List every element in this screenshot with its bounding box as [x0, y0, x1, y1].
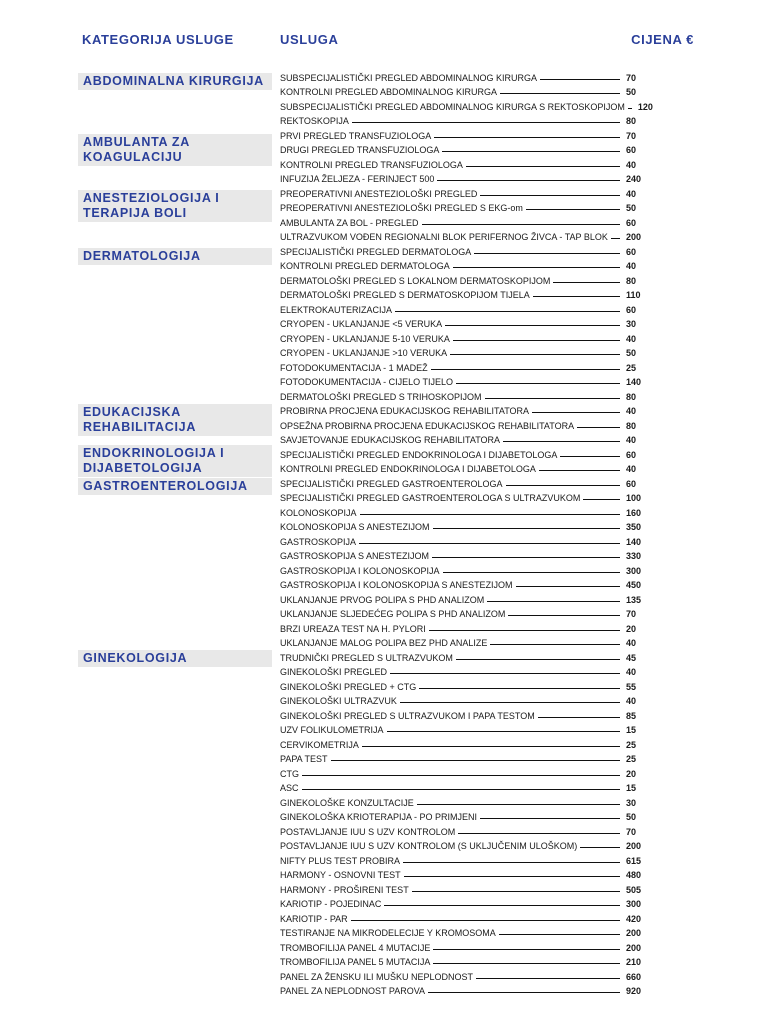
service-row — [280, 300, 648, 315]
dot-leader — [628, 108, 632, 109]
dot-leader — [422, 224, 620, 225]
service-price: 110 — [626, 290, 641, 300]
service-row — [280, 402, 648, 417]
dot-leader — [302, 775, 620, 776]
dot-leader — [485, 398, 620, 399]
service-row — [280, 619, 648, 634]
service-name: DRUGI PREGLED TRANSFUZIOLOGA — [280, 145, 440, 155]
service-price: 135 — [626, 594, 642, 605]
service-row — [280, 764, 648, 779]
service-row — [280, 880, 648, 895]
service-row — [280, 735, 648, 750]
service-name: KONTROLNI PREGLED TRANSFUZIOLOGA — [280, 159, 463, 170]
dot-leader — [476, 978, 620, 979]
service-row — [280, 924, 648, 939]
dot-leader — [384, 905, 620, 906]
service-name: TROMBOFILIJA PANEL 5 MUTACIJA — [280, 957, 431, 967]
service-price: 210 — [626, 957, 642, 967]
service-row — [280, 837, 648, 852]
service-row — [280, 851, 648, 866]
service-price: 480 — [626, 870, 642, 880]
service-price: 40 — [626, 333, 637, 344]
service-row — [280, 199, 648, 214]
dot-leader — [302, 789, 620, 790]
service-row — [280, 677, 648, 692]
dot-leader — [417, 804, 620, 805]
service-row — [280, 938, 648, 953]
service-name: FOTODOKUMENTACIJA - CIJELO TIJELO — [280, 377, 454, 387]
service-name: GASTROSKOPIJA I KOLONOSKOPIJA — [280, 565, 440, 576]
service-name: REKTOSKOPIJA — [280, 116, 349, 126]
service-row — [280, 634, 648, 649]
service-name: SAVJETOVANJE EDUKACIJSKOG REHABILITATORA — [280, 435, 501, 445]
service-row — [280, 271, 648, 286]
service-row — [280, 329, 648, 344]
dot-leader — [583, 499, 620, 500]
service-name: KOLONOSKOPIJA S ANESTEZIJOM — [280, 522, 430, 532]
category-anesteziologija: ANESTEZIOLOGIJA I TERAPIJA BOLI — [78, 190, 272, 222]
service-price: 20 — [626, 623, 637, 634]
service-price: 15 — [626, 725, 637, 735]
service-row — [280, 373, 648, 388]
service-row — [280, 605, 648, 620]
service-row — [280, 982, 648, 997]
category-ambulanta-za-koagulaciju: AMBULANTA ZA KOAGULACIJU — [78, 134, 272, 166]
service-name: PREOPERATIVNI ANESTEZIOLOŠKI PREGLED S EKG-om — [280, 203, 523, 213]
service-row — [280, 532, 648, 547]
service-name: INFUZIJA ŽELJEZA - FERINJECT 500 — [280, 174, 435, 184]
service-price: 140 — [626, 377, 642, 387]
dot-leader — [404, 876, 620, 877]
service-name: BRZI UREAZA TEST NA H. PYLORI — [280, 623, 426, 634]
dot-leader — [532, 412, 620, 413]
service-price: 60 — [626, 304, 637, 315]
service-row — [280, 909, 648, 924]
service-row — [280, 228, 648, 243]
service-name: KARIOTIP - POJEDINAC — [280, 899, 382, 909]
service-price: 70 — [626, 826, 637, 837]
service-name: PANEL ZA ŽENSKU ILI MUŠKU NEPLODNOST — [280, 971, 474, 982]
service-price: 80 — [626, 391, 637, 402]
dot-leader — [577, 427, 620, 428]
service-row — [280, 358, 648, 373]
dot-leader — [539, 470, 620, 471]
dot-leader — [360, 514, 620, 515]
service-price: 80 — [626, 116, 637, 126]
service-price: 50 — [626, 812, 637, 822]
dot-leader — [533, 296, 620, 297]
dot-leader — [456, 659, 620, 660]
service-name: UKLANJANJE PRVOG POLIPA S PHD ANALIZOM — [280, 594, 485, 605]
service-price: 920 — [626, 986, 642, 996]
dot-leader — [450, 354, 620, 355]
service-row — [280, 431, 648, 446]
service-name: GINEKOLOŠKI ULTRAZVUK — [280, 696, 397, 706]
category-abdominalna-kirurgija: ABDOMINALNA KIRURGIJA — [78, 73, 272, 90]
service-name: FOTODOKUMENTACIJA - 1 MADEŽ — [280, 362, 428, 373]
service-row — [280, 474, 648, 489]
service-row — [280, 257, 648, 272]
service-row — [280, 706, 648, 721]
dot-leader — [453, 267, 620, 268]
service-name: GINEKOLOŠKE KONZULTACIJE — [280, 797, 414, 808]
dot-leader — [400, 702, 620, 703]
service-price: 200 — [626, 942, 642, 953]
service-price: 40 — [626, 261, 637, 271]
service-price: 200 — [626, 232, 642, 242]
service-row — [280, 213, 648, 228]
service-name: DERMATOLOŠKI PREGLED S DERMATOSKOPIJOM TIJELA — [280, 290, 530, 300]
service-name: GASTROSKOPIJA I KOLONOSKOPIJA S ANESTEZIJOM — [280, 580, 513, 590]
service-row — [280, 97, 653, 112]
service-price: 60 — [626, 478, 637, 489]
service-row — [280, 315, 648, 330]
service-price: 30 — [626, 319, 637, 329]
category-gastroenterologija: GASTROENTEROLOGIJA — [78, 478, 272, 495]
dot-leader — [419, 688, 620, 689]
service-row — [280, 547, 648, 562]
price-column-header: CIJENA € — [631, 32, 694, 47]
service-row — [280, 344, 648, 359]
service-name: PRVI PREGLED TRANSFUZIOLOGA — [280, 130, 432, 141]
service-price: 330 — [626, 551, 642, 561]
service-name: HARMONY - OSNOVNI TEST — [280, 870, 401, 880]
service-price: 50 — [626, 87, 637, 97]
dot-leader — [387, 731, 620, 732]
service-name: PREOPERATIVNI ANESTEZIOLOŠKI PREGLED — [280, 188, 478, 199]
dot-leader — [508, 615, 620, 616]
service-price: 45 — [626, 652, 637, 663]
dot-leader — [395, 311, 620, 312]
dot-leader — [553, 282, 620, 283]
service-name: PROBIRNA PROCJENA EDUKACIJSKOG REHABILITATORA — [280, 406, 530, 416]
service-price: 30 — [626, 797, 637, 808]
service-price: 60 — [626, 145, 637, 155]
service-price: 350 — [626, 522, 642, 532]
service-name: ELEKTROKAUTERIZACIJA — [280, 304, 393, 315]
service-price: 40 — [626, 435, 637, 445]
dot-leader — [433, 949, 620, 950]
service-name: ASC — [280, 783, 299, 793]
service-row — [280, 518, 648, 533]
service-row — [280, 83, 648, 98]
category-column-header: KATEGORIJA USLUGE — [82, 32, 234, 47]
service-name: SPECIJALISTIČKI PREGLED GASTROENTEROLOGA S ULTRAZVUKOM — [280, 493, 581, 503]
dot-leader — [487, 601, 620, 602]
service-row — [280, 387, 648, 402]
dot-leader — [437, 180, 620, 181]
service-row — [280, 793, 648, 808]
service-name: SUBSPECIJALISTIČKI PREGLED ABDOMINALNOG KIRURGA — [280, 72, 538, 83]
service-price: 55 — [626, 681, 637, 692]
dot-leader — [506, 485, 620, 486]
service-row — [280, 126, 648, 141]
service-price: 240 — [626, 174, 642, 184]
service-name: PAPA TEST — [280, 754, 328, 764]
service-price: 300 — [626, 899, 642, 909]
service-row — [280, 808, 648, 823]
dot-leader — [428, 992, 620, 993]
service-name: POSTAVLJANJE IUU S UZV KONTROLOM — [280, 826, 456, 837]
dot-leader — [540, 79, 620, 80]
service-name: SPECIJALISTIČKI PREGLED DERMATOLOGA — [280, 246, 472, 257]
dot-leader — [362, 746, 620, 747]
service-name: CERVIKOMETRIJA — [280, 739, 359, 750]
service-row — [280, 953, 648, 968]
service-price: 40 — [626, 159, 637, 170]
service-name: GINEKOLOŠKI PREGLED + CTG — [280, 681, 417, 692]
service-price: 70 — [626, 72, 637, 83]
service-name: DERMATOLOŠKI PREGLED S TRIHOSKOPIJOM — [280, 391, 482, 402]
dot-leader — [434, 137, 620, 138]
service-price: 420 — [626, 913, 642, 924]
service-name: DERMATOLOŠKI PREGLED S LOKALNOM DERMATOSKOPIJOM — [280, 275, 551, 286]
category-endokrinologija: ENDOKRINOLOGIJA I DIJABETOLOGIJA — [78, 445, 272, 477]
service-price: 70 — [626, 609, 637, 619]
service-row — [280, 68, 648, 83]
service-name: TRUDNIČKI PREGLED S ULTRAZVUKOM — [280, 652, 453, 663]
dot-leader — [453, 340, 620, 341]
service-price: 200 — [626, 841, 642, 851]
service-name: SPECIJALISTIČKI PREGLED ENDOKRINOLOGA I DIJABETOLOGA — [280, 449, 558, 460]
dot-leader — [526, 209, 620, 210]
service-name: GINEKOLOŠKA KRIOTERAPIJA - PO PRIMJENI — [280, 812, 478, 822]
service-price: 25 — [626, 362, 637, 373]
dot-leader — [442, 151, 620, 152]
dot-leader — [456, 383, 620, 384]
service-row — [280, 445, 648, 460]
dot-leader — [443, 572, 620, 573]
service-name: HARMONY - PROŠIRENI TEST — [280, 884, 409, 895]
dot-leader — [432, 557, 620, 558]
service-price: 60 — [626, 246, 637, 257]
service-row — [280, 967, 648, 982]
service-name: PANEL ZA NEPLODNOST PAROVA — [280, 986, 426, 996]
service-price: 85 — [626, 710, 637, 721]
service-row — [280, 155, 648, 170]
dot-leader — [331, 760, 620, 761]
service-row — [280, 503, 648, 518]
service-price: 80 — [626, 275, 637, 286]
service-price: 505 — [626, 884, 642, 895]
service-row — [280, 590, 648, 605]
service-name: GASTROSKOPIJA S ANESTEZIJOM — [280, 551, 430, 561]
service-price: 300 — [626, 565, 642, 576]
dot-leader — [503, 441, 620, 442]
dot-leader — [458, 833, 620, 834]
dot-leader — [431, 369, 620, 370]
dot-leader — [474, 253, 620, 254]
dot-leader — [390, 673, 620, 674]
service-name: ULTRAZVUKOM VOĐEN REGIONALNI BLOK PERIFERNOG ŽIVCA - TAP BLOK — [280, 232, 608, 242]
service-price: 100 — [626, 493, 642, 503]
service-row — [280, 779, 648, 794]
service-row — [280, 112, 648, 127]
service-name: SUBSPECIJALISTIČKI PREGLED ABDOMINALNOG KIRURGA S REKTOSKOPIJOM — [280, 101, 625, 112]
service-name: UKLANJANJE SLJEDEĆEG POLIPA S PHD ANALIZOM — [280, 609, 506, 619]
dot-leader — [516, 586, 620, 587]
service-name: OPSEŽNA PROBIRNA PROCJENA EDUKACIJSKOG REHABILITATORA — [280, 420, 575, 431]
dot-leader — [480, 195, 620, 196]
service-price: 40 — [626, 188, 637, 199]
service-row — [280, 416, 648, 431]
service-row — [280, 648, 648, 663]
service-row — [280, 460, 648, 475]
service-price: 160 — [626, 507, 642, 518]
service-name: GINEKOLOŠKI PREGLED S ULTRAZVUKOM I PAPA TESTOM — [280, 710, 535, 721]
service-name: NIFTY PLUS TEST PROBIRA — [280, 855, 401, 866]
dot-leader — [433, 963, 620, 964]
service-row — [280, 170, 648, 185]
service-price: 50 — [626, 203, 637, 213]
service-name: UZV FOLIKULOMETRIJA — [280, 725, 384, 735]
service-price: 40 — [626, 667, 637, 677]
service-name: TROMBOFILIJA PANEL 4 MUTACIJE — [280, 942, 431, 953]
service-row — [280, 866, 648, 881]
service-row — [280, 489, 648, 504]
service-row — [280, 286, 648, 301]
service-name: TESTIRANJE NA MIKRODELECIJE Y KROMOSOMA — [280, 928, 496, 938]
dot-leader — [480, 818, 620, 819]
dot-leader — [359, 543, 620, 544]
dot-leader — [412, 891, 620, 892]
dot-leader — [429, 630, 620, 631]
service-name: CRYOPEN - UKLANJANJE >10 VERUKA — [280, 348, 448, 358]
service-price: 40 — [626, 406, 637, 416]
service-row — [280, 576, 648, 591]
service-row — [280, 141, 648, 156]
service-name: KONTROLNI PREGLED ABDOMINALNOG KIRURGA — [280, 87, 498, 97]
service-price: 140 — [626, 536, 642, 547]
service-row — [280, 663, 648, 678]
service-price: 40 — [626, 464, 637, 474]
service-price: 70 — [626, 130, 637, 141]
service-name: KOLONOSKOPIJA — [280, 507, 357, 518]
service-name: GASTROSKOPIJA — [280, 536, 357, 547]
service-row — [280, 692, 648, 707]
service-row — [280, 242, 648, 257]
service-name: UKLANJANJE MALOG POLIPA BEZ PHD ANALIZE — [280, 638, 488, 648]
service-name: KARIOTIP - PAR — [280, 913, 348, 924]
service-name: SPECIJALISTIČKI PREGLED GASTROENTEROLOGA — [280, 478, 503, 489]
service-price: 60 — [626, 449, 637, 460]
dot-leader — [499, 934, 620, 935]
category-edukacijska-rehabilitacija: EDUKACIJSKA REHABILITACIJA — [78, 404, 272, 436]
dot-leader — [560, 456, 620, 457]
category-dermatologija: DERMATOLOGIJA — [78, 248, 272, 265]
service-row — [280, 750, 648, 765]
service-name: POSTAVLJANJE IUU S UZV KONTROLOM (S UKLJUČENIM ULOŠKOM) — [280, 841, 578, 851]
service-row — [280, 822, 648, 837]
dot-leader — [445, 325, 620, 326]
service-price: 25 — [626, 754, 637, 764]
service-price: 40 — [626, 696, 637, 706]
service-price: 25 — [626, 739, 637, 750]
category-ginekologija: GINEKOLOGIJA — [78, 650, 272, 667]
dot-leader — [433, 528, 620, 529]
service-column-header: USLUGA — [280, 32, 339, 47]
service-name: CRYOPEN - UKLANJANJE <5 VERUKA — [280, 319, 443, 329]
service-row — [280, 895, 648, 910]
service-price: 200 — [626, 928, 642, 938]
service-price: 20 — [626, 768, 637, 779]
service-price: 60 — [626, 217, 637, 228]
service-price: 50 — [626, 348, 637, 358]
service-name: CTG — [280, 768, 299, 779]
dot-leader — [403, 862, 620, 863]
service-row — [280, 721, 648, 736]
dot-leader — [500, 93, 620, 94]
dot-leader — [611, 238, 620, 239]
service-price: 40 — [626, 638, 637, 648]
dot-leader — [490, 644, 620, 645]
service-name: KONTROLNI PREGLED ENDOKRINOLOGA I DIJABETOLOGA — [280, 464, 536, 474]
service-price: 80 — [626, 420, 637, 431]
service-price: 615 — [626, 855, 642, 866]
dot-leader — [538, 717, 620, 718]
dot-leader — [580, 847, 620, 848]
price-list — [280, 68, 653, 996]
service-name: GINEKOLOŠKI PREGLED — [280, 667, 388, 677]
service-price: 120 — [637, 101, 653, 112]
dot-leader — [352, 122, 620, 123]
service-row — [280, 184, 648, 199]
service-name: KONTROLNI PREGLED DERMATOLOGA — [280, 261, 450, 271]
service-row — [280, 561, 648, 576]
service-name: AMBULANTA ZA BOL - PREGLED — [280, 217, 419, 228]
dot-leader — [466, 166, 620, 167]
service-name: CRYOPEN - UKLANJANJE 5-10 VERUKA — [280, 333, 450, 344]
service-price: 15 — [626, 783, 637, 793]
service-price: 450 — [626, 580, 642, 590]
service-price: 660 — [626, 971, 642, 982]
dot-leader — [351, 920, 620, 921]
